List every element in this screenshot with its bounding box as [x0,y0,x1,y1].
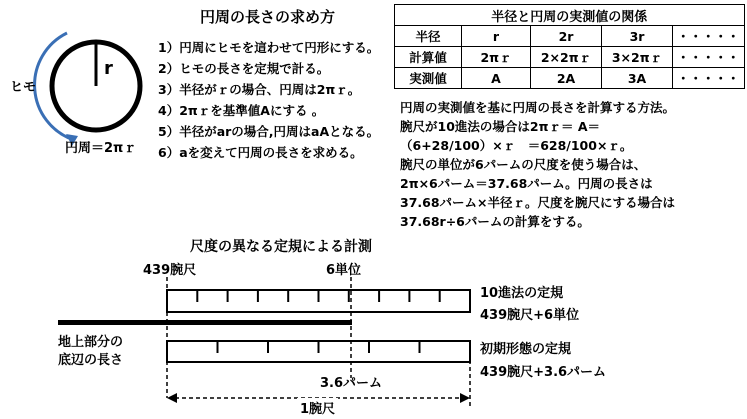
step-2: 2）ヒモの長さを定規で計る。 [158,61,330,76]
step-6: 6）aを変えて円周の長さを求める。 [158,145,363,160]
table-cell: 3A [602,68,673,89]
table-title: 半径と円周の実測値の関係 [395,5,745,26]
page-title: 円周の長さの求め方 [200,8,336,26]
step-4: 4）2πｒを基準値Aにする 。 [158,103,325,118]
base-length-bar [58,320,352,325]
table-cell: 計算値 [395,47,462,68]
table-cell: 2A [531,68,602,89]
step-5: 5）半径がarの場合,円周はaAとなる。 [158,124,380,139]
paragraph-line-7: 37.68r÷6パームの計算をする。 [400,214,590,229]
paragraph-line-2: 腕尺が10進法の場合は2πｒ＝ A＝ [400,119,601,134]
table-cell: 2r [531,26,602,47]
paragraph-line-4: 腕尺の単位が6パームの尺度を使う場合は、 [400,157,647,172]
paragraph-line-5: 2π×6パーム＝37.68パーム。円周の長さは [400,176,653,191]
ruler-initial [167,341,470,362]
ruler-initial-value: 439腕尺+3.6パーム [480,365,607,380]
table-row [395,47,745,68]
string-label: ヒモ [10,80,37,95]
table-title-row [395,5,745,26]
circle-diagram [0,0,160,170]
table-cell: 2×2πｒ [531,47,602,68]
ruler-initial-name: 初期形態の定規 [480,342,572,357]
table-cell: ・・・・・ [673,68,745,89]
base-label-line-1: 地上部分の [58,335,124,350]
marker-label-right: 6単位 [326,263,362,278]
ruler-decimal-value: 439腕尺+6単位 [480,308,580,323]
palm-label: 3.6パーム [320,376,383,391]
ruler-decimal-name: 10進法の定規 [480,286,564,301]
cubit-arrowhead-left [167,393,177,403]
table-row [395,26,745,47]
circumference-label: 円周＝2πｒ [65,141,137,156]
table-cell: 3×2πｒ [602,47,673,68]
diagram-title: 尺度の異なる定規による計測 [190,239,372,255]
table-cell: 半径 [395,26,462,47]
table-cell: 3r [602,26,673,47]
cubit-label: 1腕尺 [297,398,338,417]
radius-label: r [104,58,113,79]
table-row [395,68,745,89]
ruler-decimal [167,290,470,312]
base-label-line-2: 底辺の長さ [58,353,124,368]
step-3: 3）半径がｒの場合、円周は2πｒ。 [158,82,361,97]
paragraph-line-3: （6+28/100）×ｒ ＝628/100×ｒ。 [400,138,633,153]
table-cell: ・・・・・ [673,26,745,47]
table-cell: ・・・・・ [673,47,745,68]
table-cell: 実測値 [395,68,462,89]
table-cell: A [462,68,531,89]
cubit-arrowhead-right [460,393,470,403]
relation-table [394,4,745,89]
marker-label-left: 439腕尺 [143,263,197,278]
paragraph-line-1: 円周の実測値を基に円周の長さを計算する方法。 [400,100,676,115]
table-cell: r [462,26,531,47]
paragraph-line-6: 37.68パーム×半径ｒ。尺度を腕尺にする場合は [400,195,676,210]
step-1: 1）円周にヒモを這わせて円形にする。 [158,40,380,55]
table-cell: 2πｒ [462,47,531,68]
